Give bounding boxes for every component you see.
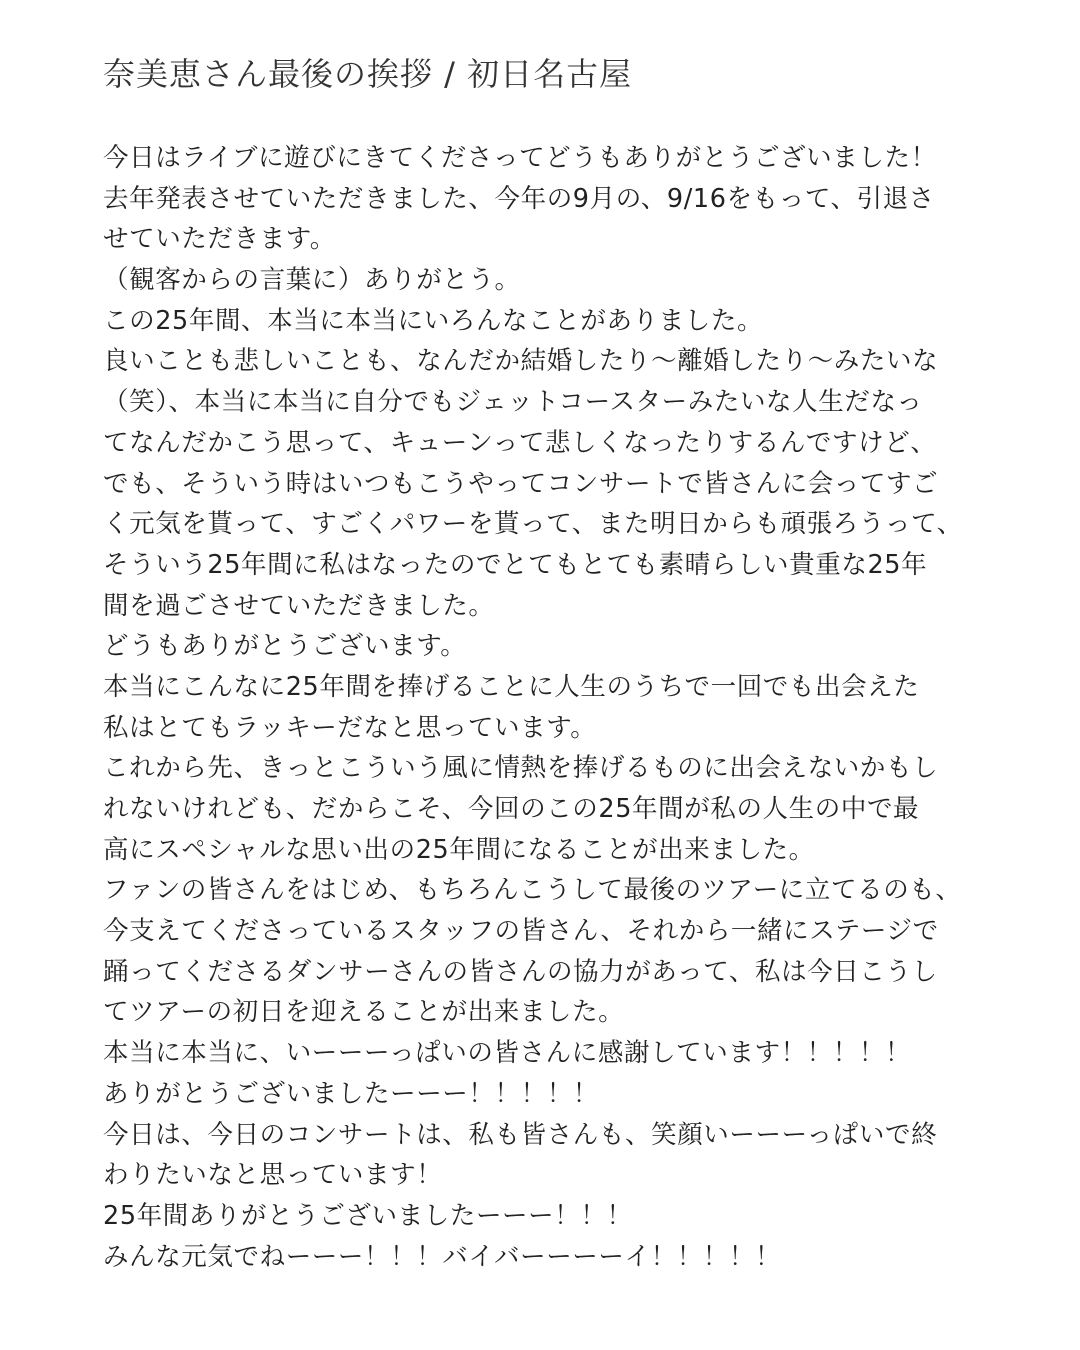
text-line: ファンの皆さんをはじめ、もちろんこうして最後のツアーに立てるのも、 (103, 875, 962, 906)
text-line: これから先、きっとこういう風に情熱を捧げるものに出会えないかもし (103, 753, 939, 784)
text-line: そういう25年間に私はなったのでとてもとても素晴らしい貴重な25年 (103, 549, 928, 580)
text-line: れないけれども、だからこそ、今回のこの25年間が私の人生の中で最 (103, 794, 920, 824)
text-line: （笑）、本当に本当に自分でもジェットコースターみたいな人生だなっ (103, 387, 923, 418)
text-line: 良いことも悲しいことも、なんだか結婚したり〜離婚したり〜みたいな (103, 346, 939, 377)
text-line: てツアーの初日を迎えることが出来ました。 (103, 997, 625, 1028)
text-line: 私はとてもラッキーだなと思っています。 (103, 712, 597, 743)
text-line: 踊ってくださるダンサーさんの皆さんの協力があって、私は今日こうし (103, 956, 938, 987)
text-line: 今支えてくださっているスタッフの皆さん、それから一緒にステージで (103, 916, 939, 947)
text-line: ありがとうございましたーーー！！！！！ (103, 1078, 599, 1109)
page-title: 奈美恵さん最後の挨拶 / 初日名古屋 (103, 55, 633, 93)
text-line: （観客からの言葉に）ありがとう。 (103, 265, 521, 296)
text-line: く元気を貰って、すごくパワーを貰って、また明日からも頑張ろうって、 (103, 509, 963, 540)
text-line: 本当にこんなに25年間を捧げることに人生のうちで一回でも出会えた (103, 671, 920, 702)
text-line: 今日は、今日のコンサートは、私も皆さんも、笑顔いーーーっぱいで終 (103, 1119, 938, 1150)
speech-text (103, 138, 983, 1277)
text-line: 25年間ありがとうございましたーーー！！！ (103, 1200, 633, 1231)
text-line: みんな元気でねーーー！！！バイバーーーーイ！！！！！ (103, 1241, 782, 1272)
text-line: どうもありがとうございます。 (103, 631, 467, 662)
text-line: 今日はライブに遊びにきてくださってどうもありがとうございました！ (103, 143, 937, 173)
text-line: 間を過ごさせていただきました。 (103, 590, 495, 621)
text-line: てなんだかこう思って、キューンって悲しくなったりするんですけど、 (103, 427, 937, 458)
text-line: でも、そういう時はいつもこうやってコンサートで皆さんに会ってすご (103, 468, 939, 499)
text-line: 去年発表させていただきました、今年の9月の、9/16をもって、引退さ (103, 183, 935, 214)
text-line: わりたいなと思っています！ (103, 1160, 443, 1191)
text-line: せていただきます。 (103, 224, 336, 255)
text-line: 本当に本当に、いーーーっぱいの皆さんに感謝しています！！！！！ (103, 1038, 912, 1069)
text-line: この25年間、本当に本当にいろんなことがありました。 (103, 305, 764, 336)
text-line: 高にスペシャルな思い出の25年間になることが出来ました。 (103, 834, 815, 865)
